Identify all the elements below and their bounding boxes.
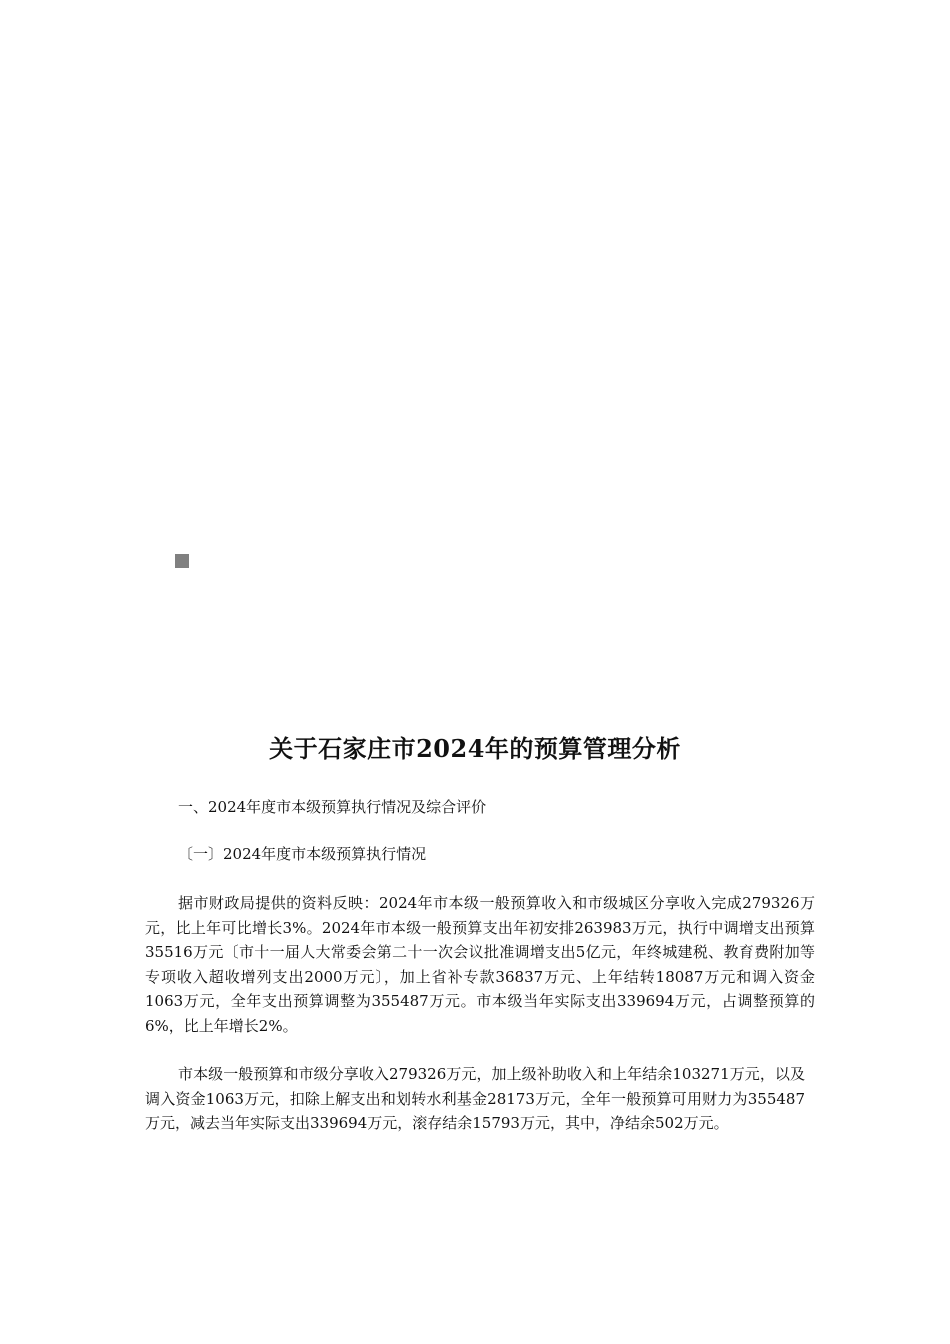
image-placeholder-square [175,554,189,568]
paragraph-budget-execution: 据市财政局提供的资料反映：2024年市本级一般预算收入和市级城区分享收入完成279326万元，比上年可比增长3%。2024年市本级一般预算支出年初安排263983万元，执行中调增支出预算35516万元〔市十一届人大常委会第二十一次会议批准调增支出5亿元，年终城建税、教育费附加等专项收入超收增列支出2000万元〕，加上省补专款36837万元、上年结转18087万元和调入资金1063万元，全年支出预算调整为355487万元。市本级当年实际支出339694万元，占调整预算的6%，比上年增长2%。 [145,894,815,1035]
paragraph-available-funds: 市本级一般预算和市级分享收入279326万元，加上级补助收入和上年结余103271万元，以及调入资金1063万元，扣除上解支出和划转水利基金28173万元，全年一般预算可用财力为355487万元，减去当年实际支出339694万元，滚存结余15793万元，其中，净结余502万元。 [145,1065,805,1132]
document-title: 关于石家庄市2024年的预算管理分析 [269,734,681,763]
section-heading: 一、2024年度市本级预算执行情况及综合评价 [178,798,487,816]
subsection-heading: 〔一〕2024年度市本级预算执行情况 [178,845,427,863]
